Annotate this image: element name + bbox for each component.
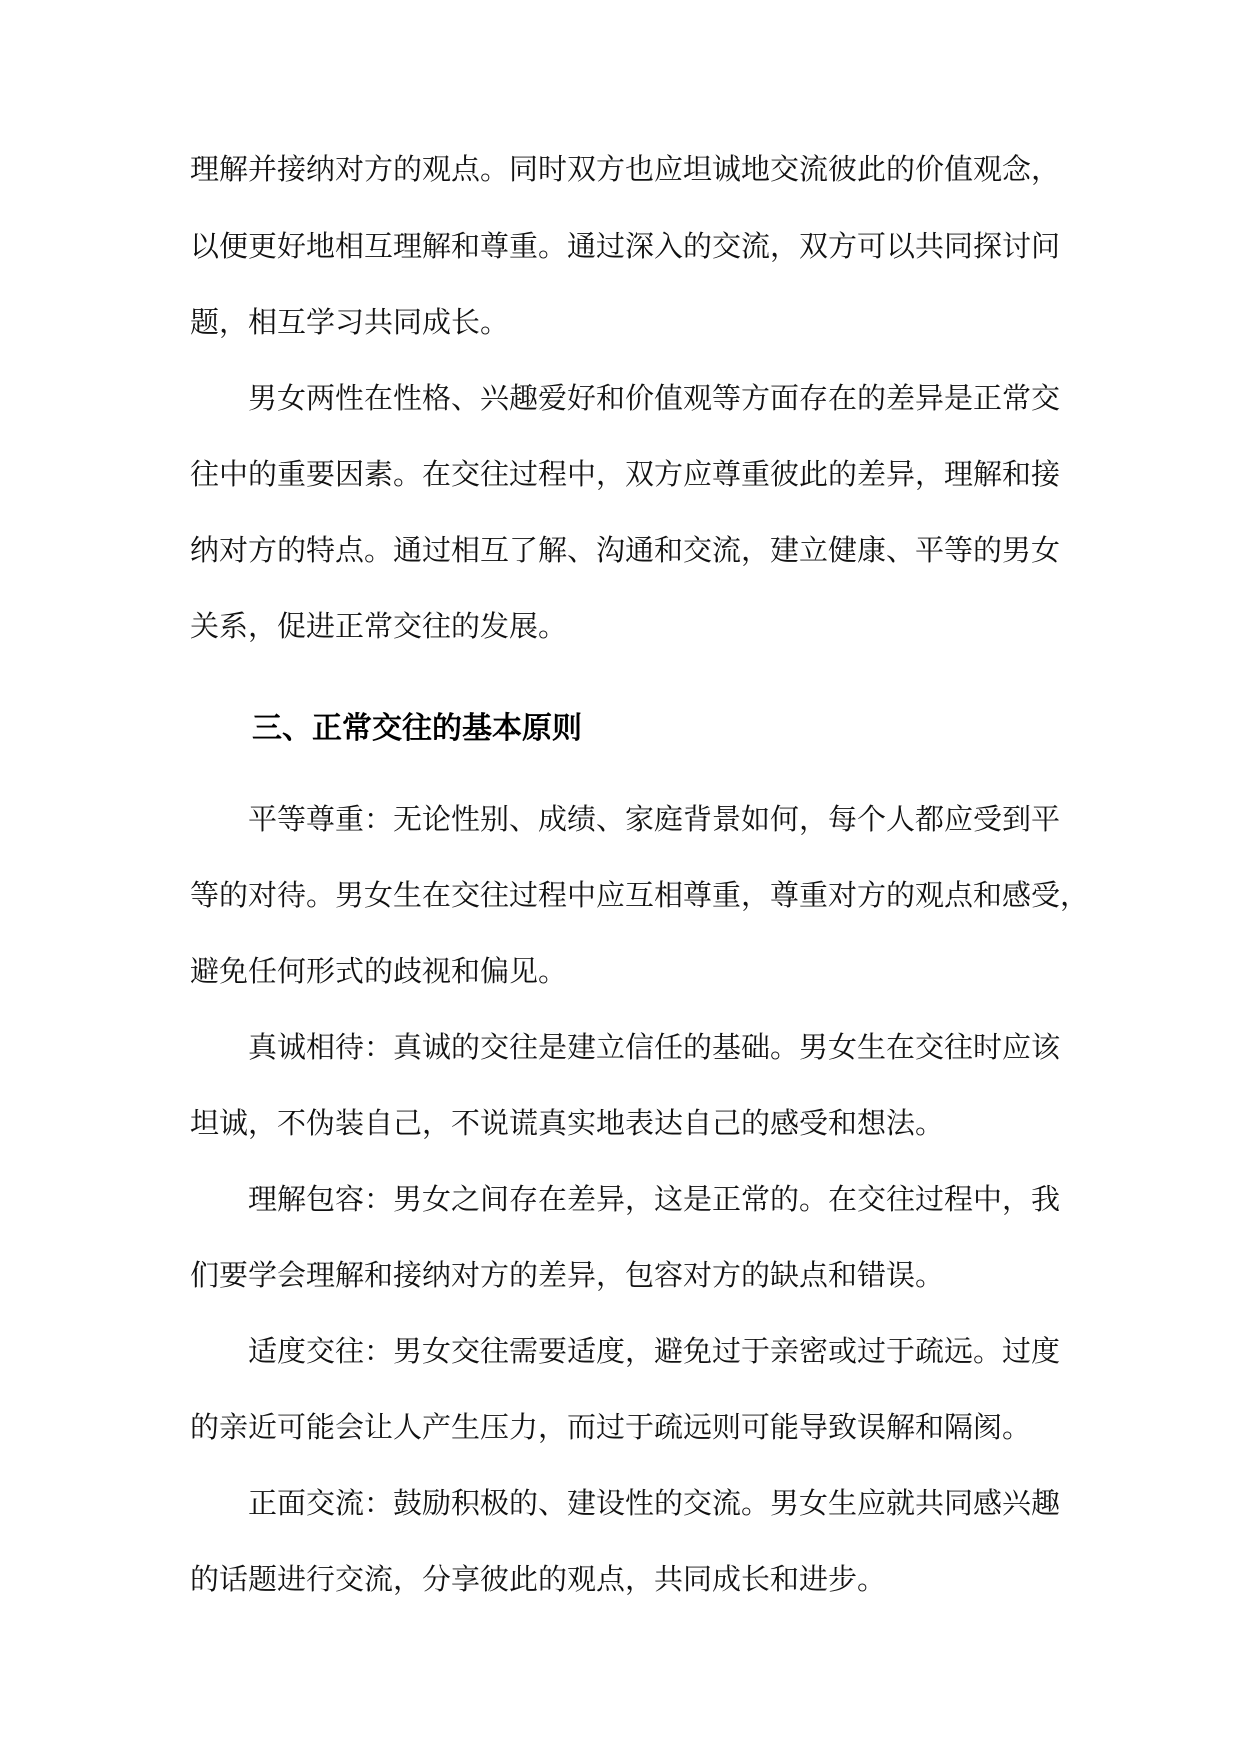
paragraph-line: 男女两性在性格、兴趣爱好和价值观等方面存在的差异是正常交: [248, 381, 1061, 415]
paragraph-line: 理解并接纳对方的观点。同时双方也应坦诚地交流彼此的价值观念，: [190, 152, 1061, 186]
paragraph-line: 们要学会理解和接纳对方的差异，包容对方的缺点和错误。: [190, 1258, 945, 1292]
paragraph-line: 平等尊重：无论性别、成绩、家庭背景如何，每个人都应受到平: [248, 802, 1061, 836]
paragraph-line: 题，相互学习共同成长。: [190, 305, 510, 339]
paragraph-line: 正面交流：鼓励积极的、建设性的交流。男女生应就共同感兴趣: [248, 1486, 1061, 1520]
paragraph-line: 适度交往：男女交往需要适度，避免过于亲密或过于疏远。过度: [248, 1334, 1061, 1368]
paragraph-line: 往中的重要因素。在交往过程中，双方应尊重彼此的差异，理解和接: [190, 457, 1061, 491]
paragraph-line: 的亲近可能会让人产生压力，而过于疏远则可能导致误解和隔阂。: [190, 1410, 1032, 1444]
paragraph-line: 避免任何形式的歧视和偏见。: [190, 954, 568, 988]
paragraph-line: 等的对待。男女生在交往过程中应互相尊重，尊重对方的观点和感受，: [190, 878, 1090, 912]
paragraph-line: 关系，促进正常交往的发展。: [190, 609, 568, 643]
paragraph-line: 真诚相待：真诚的交往是建立信任的基础。男女生在交往时应该: [248, 1030, 1061, 1064]
paragraph-line: 的话题进行交流，分享彼此的观点，共同成长和进步。: [190, 1562, 887, 1596]
paragraph-line: 以便更好地相互理解和尊重。通过深入的交流，双方可以共同探讨问: [190, 229, 1061, 263]
paragraph-line: 纳对方的特点。通过相互了解、沟通和交流，建立健康、平等的男女: [190, 533, 1061, 567]
paragraph-line: 理解包容：男女之间存在差异，这是正常的。在交往过程中，我: [248, 1182, 1061, 1216]
paragraph-line: 坦诚，不伪装自己，不说谎真实地表达自己的感受和想法。: [190, 1106, 945, 1140]
section-heading: 三、正常交往的基本原则: [252, 711, 582, 746]
